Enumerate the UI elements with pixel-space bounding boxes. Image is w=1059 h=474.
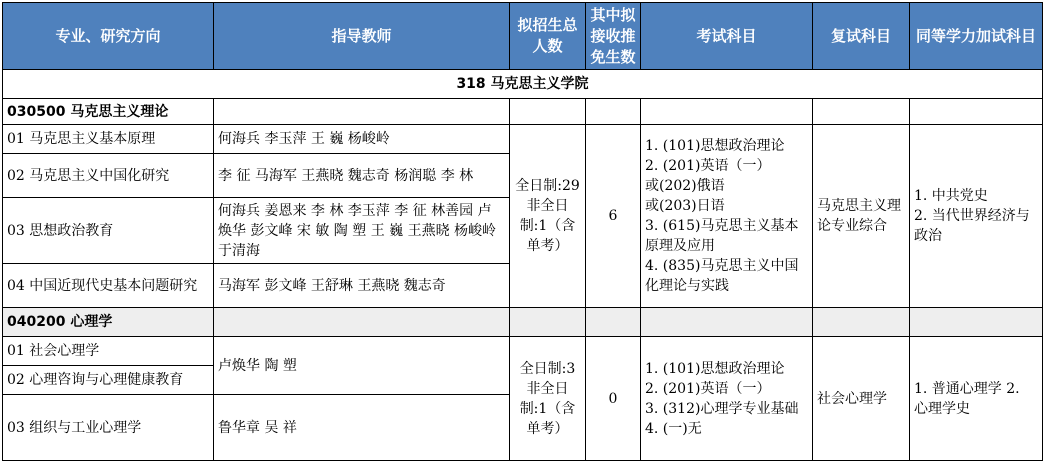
direction-advisors: 鲁华章 吴 祥 xyxy=(214,395,510,461)
exam-subject-item: 4. (一)无 xyxy=(645,420,702,437)
direction-advisors: 何海兵 姜恩来 李 林 李玉萍 李 征 林善园 卢焕华 彭文峰 宋 敏 陶 塑 王 巍 王燕晓 杨峻岭 于清海 xyxy=(214,198,510,264)
major-row xyxy=(3,99,1043,125)
direction-name: 03 思想政治教育 xyxy=(3,198,214,264)
header-retest-subjects: 复试科目 xyxy=(813,3,910,70)
exam-subject-item: 1. (101)思想政治理论 xyxy=(645,360,785,377)
exam-subject-item: 或(202)俄语 xyxy=(645,178,725,194)
exam-subject-item: 3. (312)心理学专业基础 xyxy=(645,400,799,417)
empty-cell xyxy=(214,99,510,125)
exam-subject-item: 2. (201)英语（一） xyxy=(645,158,771,174)
direction-name: 02 心理咨询与心理健康教育 xyxy=(3,366,214,395)
direction-advisors: 马海军 彭文峰 王舒琳 王燕晓 魏志奇 xyxy=(214,264,510,308)
header-exam-subjects: 考试科目 xyxy=(641,3,813,70)
planned-total: 全日制:29 非全日制:1（含单考） xyxy=(510,125,586,308)
direction-row xyxy=(3,337,1043,366)
planned-total: 全日制:3 非全日制:1（含单考） xyxy=(510,337,586,461)
header-major-direction: 专业、研究方向 xyxy=(3,3,214,70)
major-title: 030500 马克思主义理论 xyxy=(3,99,214,125)
empty-cell xyxy=(510,308,586,337)
exam-subject-item: 2. (201)英语（一） xyxy=(645,380,771,397)
empty-cell xyxy=(586,99,641,125)
header-exempt-quota: 其中拟接收推免生数 xyxy=(586,3,641,70)
extra-subject-item: 2. 当代世界经济与政治 xyxy=(914,208,1030,244)
direction-name: 01 马克思主义基本原理 xyxy=(3,125,214,154)
exam-subjects xyxy=(641,125,813,308)
equivalent-extra: 1. 普通心理学 2. 心理学史 xyxy=(910,337,1043,461)
direction-name: 03 组织与工业心理学 xyxy=(3,395,214,461)
header-planned-total: 拟招生总人数 xyxy=(510,3,586,70)
exam-subject-item: 1. (101)思想政治理论 xyxy=(645,138,785,154)
empty-cell xyxy=(813,308,910,337)
direction-row xyxy=(3,125,1043,154)
retest-subjects: 社会心理学 xyxy=(813,337,910,461)
direction-advisors: 何海兵 李玉萍 王 巍 杨峻岭 xyxy=(214,125,510,154)
empty-cell xyxy=(510,99,586,125)
empty-cell xyxy=(641,308,813,337)
empty-cell xyxy=(641,99,813,125)
direction-advisors: 李 征 马海军 王燕晓 魏志奇 杨润聪 李 林 xyxy=(214,154,510,198)
empty-cell xyxy=(910,99,1043,125)
exam-subject-item: 或(203)日语 xyxy=(645,198,725,214)
empty-cell xyxy=(214,308,510,337)
major-title: 040200 心理学 xyxy=(3,308,214,337)
direction-name: 01 社会心理学 xyxy=(3,337,214,366)
retest-subjects: 马克思主义理论专业综合 xyxy=(813,125,910,308)
exam-subject-item: 4. (835)马克思主义中国化理论与实践 xyxy=(645,258,799,294)
empty-cell xyxy=(910,308,1043,337)
extra-subject-item: 1. 中共党史 xyxy=(914,188,988,204)
major-row xyxy=(3,308,1043,337)
empty-cell xyxy=(813,99,910,125)
college-row xyxy=(3,70,1043,99)
exam-subjects xyxy=(641,337,813,461)
exempt-quota: 0 xyxy=(586,337,641,461)
admission-table xyxy=(2,2,1043,461)
direction-advisors: 卢焕华 陶 塑 xyxy=(214,337,510,395)
direction-name: 04 中国近现代史基本问题研究 xyxy=(3,264,214,308)
direction-name: 02 马克思主义中国化研究 xyxy=(3,154,214,198)
equivalent-extra xyxy=(910,125,1043,308)
empty-cell xyxy=(586,308,641,337)
header-advisor: 指导教师 xyxy=(214,3,510,70)
header-row xyxy=(3,3,1043,70)
exempt-quota: 6 xyxy=(586,125,641,308)
college-title: 318 马克思主义学院 xyxy=(3,70,1043,99)
header-equivalent-extra: 同等学力加试科目 xyxy=(910,3,1043,70)
exam-subject-item: 3. (615)马克思主义基本原理及应用 xyxy=(645,218,799,254)
